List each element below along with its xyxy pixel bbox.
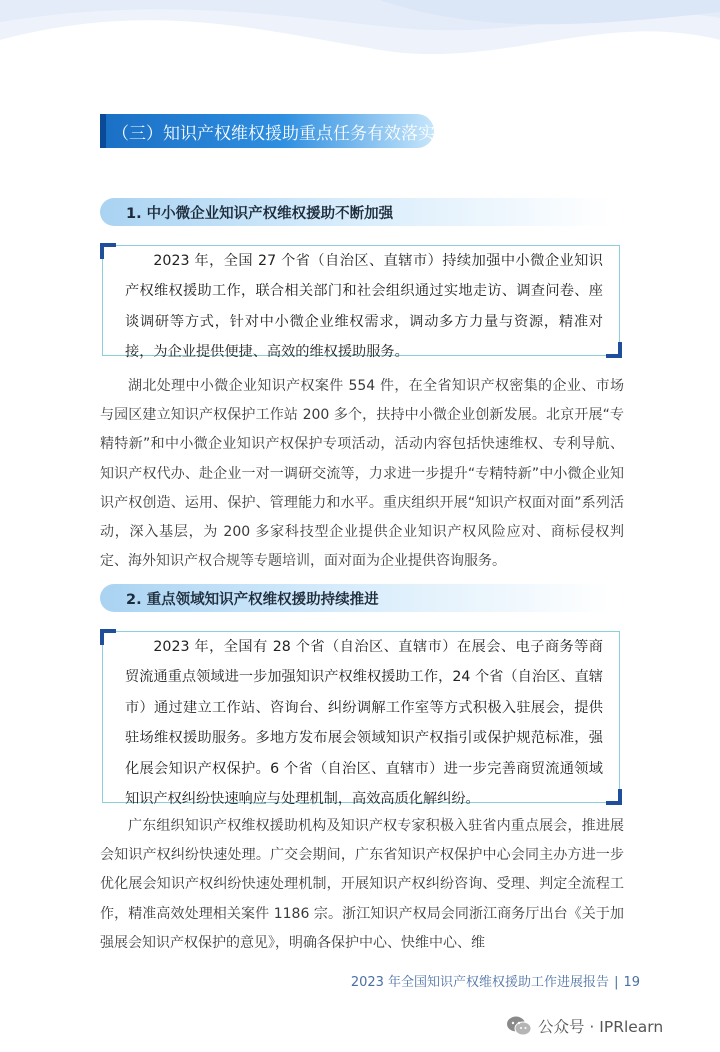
corner-bracket-top-left bbox=[100, 629, 116, 645]
wechat-icon bbox=[506, 1015, 532, 1037]
wechat-watermark bbox=[506, 1010, 663, 1042]
subsection-2-body: 广东组织知识产权维权援助机构及知识产权专家积极入驻省内重点展会，推进展会知识产权纠纷快速处理。广交会期间，广东省知识产权保护中心会同主办方进一步优化展会知识产权纠纷快速处理机制，开展知识产权纠纷咨询、受理、判定全流程工作，精准高效处理相关案件 1186 宗。浙江知识产权局会同浙江商务厅出台《关于加强展会知识产权保护的意见》，明确各保护中心、快维中心、维 bbox=[100, 818, 624, 951]
footer-separator: | bbox=[614, 975, 619, 990]
footer-report-title: 2023 年全国知识产权维权援助工作进展报告 bbox=[350, 975, 610, 990]
subsection-2-title: 2. 重点领域知识产权维权援助持续推进 bbox=[126, 591, 379, 608]
subsection-2-summary: 2023 年，全国有 28 个省（自治区、直辖市）在展会、电子商务等商贸流通重点领域进一步加强知识产权维权援助工作，24 个省（自治区、直辖市）通过建立工作站、咨询台、纠纷调解工作室等方式积极入驻展会，提供驻场维权援助服务。多地方发布展会领域知识产权指引或保护规范标准，强化展会知识产权保护。6 个省（自治区、直辖市）进一步完善商贸流通领域知识产权纠纷快速响应与处理机制，高效高质化解纠纷。 bbox=[125, 639, 603, 808]
subsection-1-summary: 2023 年，全国 27 个省（自治区、直辖市）持续加强中小微企业知识产权维权援助工作，联合相关部门和社会组织通过实地走访、调查问卷、座谈调研等方式，针对中小微企业维权需求，调动多方力量与资源，精准对接，为企业提供便捷、高效的维权援助服务。 bbox=[125, 253, 603, 361]
subsection-1-body: 湖北处理中小微企业知识产权案件 554 件，在全省知识产权密集的企业、市场与园区建立知识产权保护工作站 200 多个，扶持中小微企业创新发展。北京开展“专精特新”和中小微企业知识产权保护专项活动，活动内容包括快速维权、专利导航、知识产权代办、赴企业一对一调研交流等，力求进一步提升“专精特新”中小微企业知识产权创造、运用、保护、管理能力和水平。重庆组织开展“知识产权面对面”系列活动，深入基层，为 200 多家科技型企业提供企业知识产权风险应对、商标侵权判定、海外知识产权合规等专题培训，面对面为企业提供咨询服务。 bbox=[100, 378, 624, 570]
subsection-1-highlight-box bbox=[102, 245, 620, 361]
page-footer bbox=[351, 971, 640, 990]
subsection-2-banner bbox=[100, 584, 612, 612]
subsection-1-banner bbox=[100, 198, 612, 226]
page-number: 19 bbox=[623, 975, 640, 990]
corner-bracket-bottom-right bbox=[606, 342, 622, 358]
section-title-accent-bar bbox=[100, 114, 106, 148]
corner-bracket-top-left bbox=[100, 243, 116, 259]
section-title-banner bbox=[100, 114, 434, 148]
subsection-1-title: 1. 中小微企业知识产权维权援助不断加强 bbox=[126, 205, 394, 222]
corner-bracket-bottom-right bbox=[606, 789, 622, 805]
header-wave-decoration bbox=[0, 0, 720, 130]
watermark-label: 公众号 · IPRlearn bbox=[538, 1018, 664, 1036]
subsection-2-highlight-box bbox=[102, 631, 620, 808]
section-title: （三）知识产权维权援助重点任务有效落实 bbox=[112, 123, 435, 144]
